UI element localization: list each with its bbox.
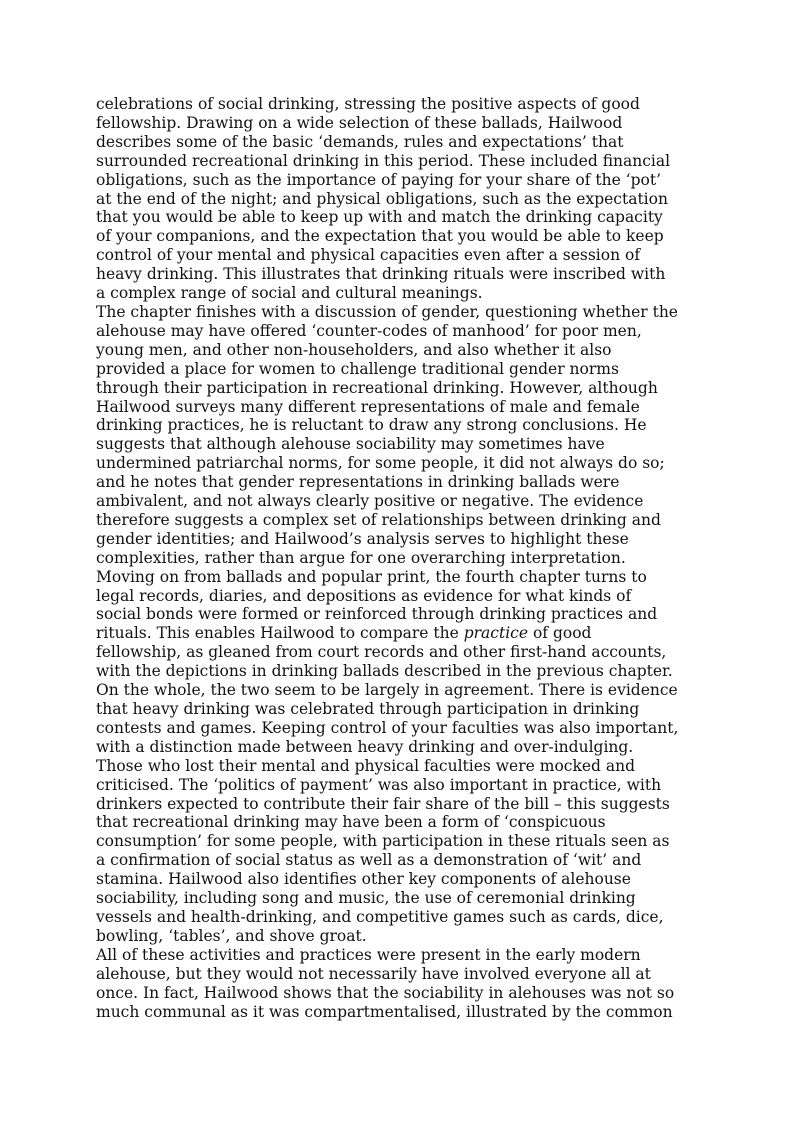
text-line: consumption’ for some people, with participation in these rituals seen as [96, 832, 670, 851]
text-line: sociability, including song and music, the use of ceremonial drinking [96, 889, 636, 908]
text-line: a confirmation of social status as well as a demonstration of ‘wit’ and [96, 851, 642, 870]
text-line-with-italic [96, 624, 716, 643]
text-line: Those who lost their mental and physical faculties were mocked and [96, 756, 636, 775]
text-line: therefore suggests a complex set of relationships between drinking and [96, 510, 661, 529]
text-line: of your companions, and the expectation that you would be able to keep [96, 227, 664, 246]
text-line: once. In fact, Hailwood shows that the sociability in alehouses was not so [96, 983, 675, 1002]
document-page [96, 95, 716, 1021]
text-line: control of your mental and physical capacities even after a session of [96, 246, 641, 265]
paragraph-4 [96, 946, 716, 1022]
text-run: of good [528, 624, 592, 643]
text-line: that you would be able to keep up with and match the drinking capacity [96, 208, 663, 227]
text-line: drinking practices, he is reluctant to draw any strong conclusions. He [96, 416, 647, 435]
text-line: The chapter finishes with a discussion of gender, questioning whether the [96, 302, 678, 321]
italic-emphasis: practice [463, 624, 529, 643]
text-line: Moving on from ballads and popular print, the fourth chapter turns to [96, 567, 647, 586]
text-line: social bonds were formed or reinforced through drinking practices and [96, 605, 658, 624]
text-line: All of these activities and practices were present in the early modern [96, 945, 641, 964]
text-line: obligations, such as the importance of paying for your share of the ‘pot’ [96, 170, 662, 189]
text-line: at the end of the night; and physical obligations, such as the expectation [96, 189, 668, 208]
text-line: bowling, ‘tables’, and shove groat. [96, 926, 367, 945]
text-line: with the depictions in drinking ballads described in the previous chapter. [96, 662, 673, 681]
text-line: provided a place for women to challenge traditional gender norms [96, 359, 619, 378]
text-line: vessels and health-drinking, and competitive games such as cards, dice, [96, 907, 664, 926]
text-line: that recreational drinking may have been a form of ‘conspicuous [96, 813, 606, 832]
text-line: fellowship. Drawing on a wide selection of these ballads, Hailwood [96, 113, 623, 132]
text-line: celebrations of social drinking, stressing the positive aspects of good [96, 95, 640, 113]
text-line: suggests that although alehouse sociability may sometimes have [96, 435, 605, 454]
paragraph-3 [96, 568, 716, 946]
text-line: complexities, rather than argue for one overarching interpretation. [96, 548, 626, 567]
text-line: surrounded recreational drinking in this period. These included financial [96, 151, 671, 170]
text-line: with a distinction made between heavy drinking and over-indulging. [96, 737, 634, 756]
text-line: Hailwood surveys many different representations of male and female [96, 397, 640, 416]
text-line: much communal as it was compartmentalised, illustrated by the common [96, 1002, 673, 1021]
text-line: undermined patriarchal norms, for some people, it did not always do so; [96, 454, 665, 473]
text-line: contests and games. Keeping control of your faculties was also important, [96, 718, 679, 737]
text-line: ambivalent, and not always clearly positive or negative. The evidence [96, 492, 644, 511]
text-line: criticised. The ‘politics of payment’ was also important in practice, with [96, 775, 662, 794]
paragraph-2 [96, 303, 716, 568]
text-line: drinkers expected to contribute their fair share of the bill – this suggests [96, 794, 670, 813]
text-line: young men, and other non-householders, and also whether it also [96, 340, 612, 359]
text-line: through their participation in recreational drinking. However, although [96, 378, 658, 397]
text-run: rituals. This enables Hailwood to compare the [96, 624, 464, 643]
text-line: alehouse, but they would not necessarily have involved everyone all at [96, 964, 651, 983]
text-line: stamina. Hailwood also identifies other key components of alehouse [96, 870, 631, 889]
text-line: heavy drinking. This illustrates that drinking rituals were inscribed with [96, 265, 666, 284]
text-line: that heavy drinking was celebrated through participation in drinking [96, 700, 640, 718]
text-line: alehouse may have offered ‘counter-codes of manhood’ for poor men, [96, 321, 642, 340]
text-line: fellowship, as gleaned from court records and other first-hand accounts, [96, 643, 667, 662]
text-line: and he notes that gender representations in drinking ballads were [96, 473, 620, 492]
text-line: a complex range of social and cultural meanings. [96, 284, 483, 303]
text-line: gender identities; and Hailwood’s analysis serves to highlight these [96, 529, 629, 548]
text-line: describes some of the basic ‘demands, rules and expectations’ that [96, 132, 624, 151]
paragraph-1 [96, 95, 716, 303]
text-line: legal records, diaries, and depositions as evidence for what kinds of [96, 586, 632, 605]
text-line: On the whole, the two seem to be largely in agreement. There is evidence [96, 681, 678, 700]
